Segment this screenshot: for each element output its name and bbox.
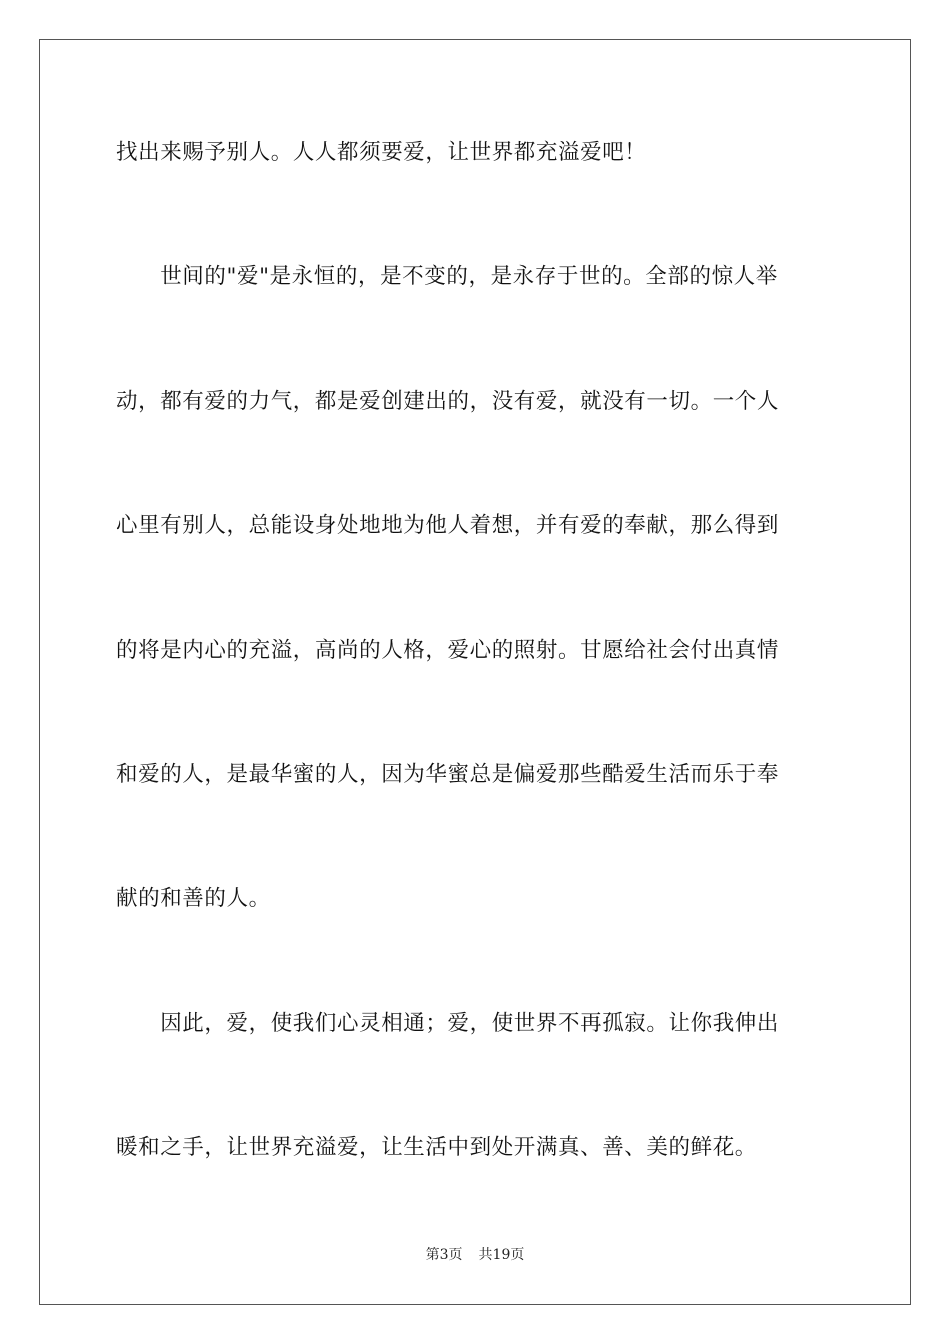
text-line: 世间的"爱"是永恒的，是不变的，是永存于世的。全部的惊人举 [116, 264, 778, 289]
text-line: 因此，爱，使我们心灵相通；爱，使世界不再孤寂。让你我伸出 [116, 1011, 780, 1036]
text-line: 找出来赐予别人。人人都须要爱，让世界都充溢爱吧！ [116, 140, 647, 165]
page-border [39, 39, 911, 1305]
text-line: 献的和善的人。 [116, 886, 271, 911]
text-line: 暖和之手，让世界充溢爱，让生活中到处开满真、善、美的鲜花。 [116, 1135, 757, 1160]
text-line: 和爱的人，是最华蜜的人，因为华蜜总是偏爱那些酷爱生活而乐于奉 [116, 762, 780, 787]
text-line: 的将是内心的充溢，高尚的人格，爱心的照射。甘愿给社会付出真情 [116, 638, 780, 663]
page-total: 共19页 [478, 1247, 525, 1263]
text-line: 动，都有爱的力气，都是爱创建出的，没有爱，就没有一切。一个人 [116, 389, 780, 414]
page-footer [0, 1246, 950, 1264]
page-number: 第3页 [425, 1247, 463, 1263]
text-line: 心里有别人，总能设身处地地为他人着想，并有爱的奉献，那么得到 [116, 513, 780, 538]
